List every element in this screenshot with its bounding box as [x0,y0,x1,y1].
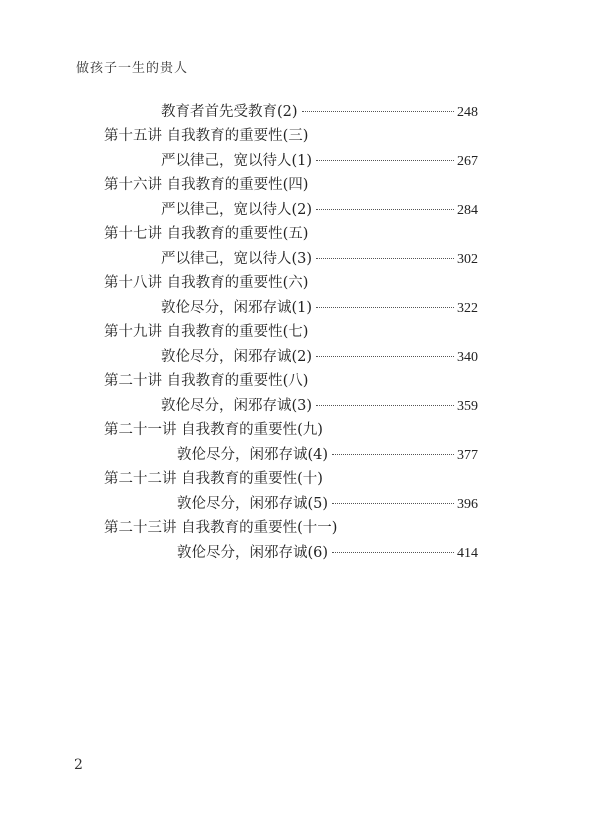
toc-entry-page: 284 [457,203,478,218]
toc-entry[interactable] [161,347,478,368]
toc-entry-title: 敦伦尽分，闲邪存诚(6) [177,545,329,561]
toc-entry-page: 340 [457,350,478,365]
toc-entry[interactable] [161,200,478,221]
toc-entry-page: 302 [457,252,478,267]
toc-entry-title: 敦伦尽分，闲邪存诚(4) [177,447,329,463]
toc-lecture-heading[interactable]: 第十六讲 自我教育的重要性(四) [104,177,309,193]
toc-entry-title: 教育者首先受教育(2) [161,104,298,120]
toc-lecture-heading[interactable]: 第十八讲 自我教育的重要性(六) [104,275,309,291]
toc-entry[interactable] [177,445,478,466]
page-number: 2 [74,757,83,773]
toc-lecture-heading[interactable]: 第二十三讲 自我教育的重要性(十一) [104,520,338,536]
dot-leader [302,111,454,112]
dot-leader [316,307,454,308]
toc-entry-page: 377 [457,448,478,463]
toc-entry-title: 严以律己，宽以待人(3) [161,251,313,267]
toc-lecture-heading[interactable]: 第十九讲 自我教育的重要性(七) [104,324,309,340]
toc-lecture-heading[interactable]: 第十七讲 自我教育的重要性(五) [104,226,309,242]
toc-entry-title: 敦伦尽分，闲邪存诚(3) [161,398,313,414]
toc-entry-title: 敦伦尽分，闲邪存诚(1) [161,300,313,316]
toc-entry[interactable] [161,298,478,319]
toc-lecture-heading[interactable]: 第二十二讲 自我教育的重要性(十) [104,471,323,487]
toc-entry-title: 严以律己，宽以待人(2) [161,202,313,218]
running-header-book-title: 做孩子一生的贵人 [76,61,189,76]
toc-entry-page: 396 [457,497,478,512]
toc-entry-title: 敦伦尽分，闲邪存诚(5) [177,496,329,512]
dot-leader [316,405,454,406]
toc-lecture-heading[interactable]: 第十五讲 自我教育的重要性(三) [104,128,309,144]
toc-entry-title: 严以律己，宽以待人(1) [161,153,313,169]
toc-entry[interactable] [177,494,478,515]
toc-entry-page: 267 [457,154,478,169]
toc-lecture-heading[interactable]: 第二十一讲 自我教育的重要性(九) [104,422,323,438]
toc-entry-page: 359 [457,399,478,414]
toc-entry-title: 敦伦尽分，闲邪存诚(2) [161,349,313,365]
toc-entry[interactable] [161,102,478,123]
dot-leader [316,356,454,357]
toc-entry[interactable] [161,396,478,417]
toc-entry-page: 248 [457,105,478,120]
dot-leader [332,552,454,553]
toc-entry[interactable] [161,151,478,172]
toc-entry[interactable] [177,543,478,564]
toc-entry-page: 414 [457,546,478,561]
dot-leader [332,503,454,504]
toc-entry[interactable] [161,249,478,270]
dot-leader [316,258,454,259]
toc-lecture-heading[interactable]: 第二十讲 自我教育的重要性(八) [104,373,309,389]
dot-leader [316,209,454,210]
dot-leader [332,454,454,455]
toc-entry-page: 322 [457,301,478,316]
dot-leader [316,160,454,161]
